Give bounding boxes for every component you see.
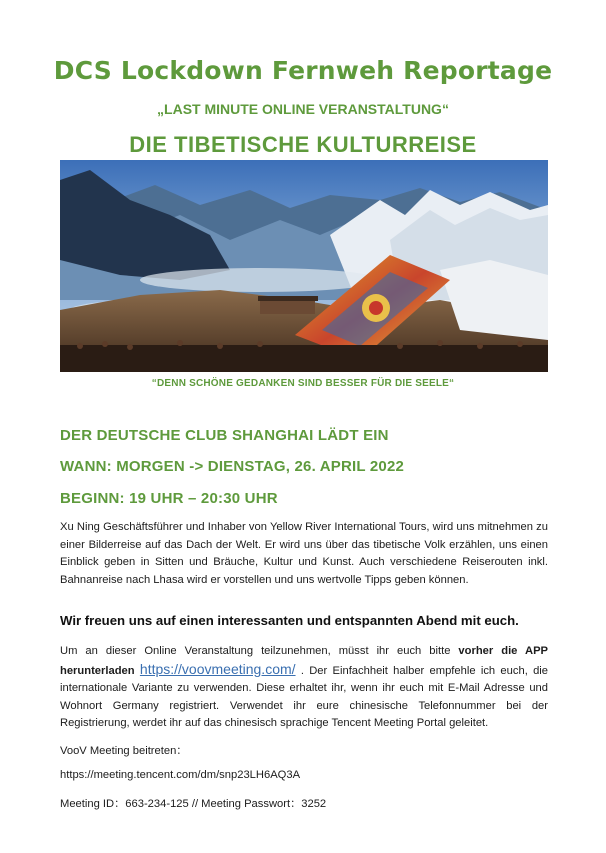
tibet-landscape-image bbox=[60, 160, 548, 372]
instructions-text: Um an dieser Online Veranstaltung teilzunehmen, müsst ihr euch bitte bbox=[60, 645, 459, 657]
intro-paragraph: Xu Ning Geschäftsführer und Inhaber von Yellow River International Tours, wird uns mitnehmen zu einer Bilderreise auf das Dach der Welt. Er wird uns über das tibetische Volk erzählen, uns einen Einblick geben in Sitten und Bräuche, Kultur und Kunst. Auch verschiedene Reiserouten inkl. Bahnanreise nach Lhasa wird er vorstellen und uns wertvolle Tipps geben können. bbox=[60, 521, 548, 586]
date-heading: WANN: MORGEN -> DIENSTAG, 26. APRIL 2022 bbox=[60, 458, 405, 475]
hero-image bbox=[60, 160, 548, 372]
image-caption: “DENN SCHÖNE GEDANKEN SIND BESSER FÜR DIE SEELE“ bbox=[151, 378, 455, 389]
meeting-credentials: Meeting ID：663-234-125 // Meeting Passwort：3252 bbox=[60, 798, 327, 810]
time-heading: BEGINN: 19 UHR – 20:30 UHR bbox=[60, 490, 278, 507]
meeting-url[interactable]: https://meeting.tencent.com/dm/snp23LH6AQ3A bbox=[60, 769, 301, 781]
invite-heading: DER DEUTSCHE CLUB SHANGHAI LÄDT EIN bbox=[60, 427, 389, 444]
instructions-paragraph bbox=[60, 643, 548, 733]
voov-download-link[interactable]: https://voovmeeting.com/ bbox=[139, 660, 296, 677]
headline: DIE TIBETISCHE KULTURREISE bbox=[129, 132, 477, 157]
subtitle: „LAST MINUTE ONLINE VERANSTALTUNG“ bbox=[157, 101, 449, 117]
join-label: VooV Meeting beitreten： bbox=[60, 745, 188, 757]
highlight-sentence: Wir freuen uns auf einen interessanten und entspannten Abend mit euch. bbox=[60, 613, 519, 628]
download-note: vorher die APP herunterladen bbox=[60, 645, 548, 677]
instructions-text-rest: . Der Einfachheit halber empfehle ich euch, die internationale Variante zu verwenden. Diese erhaltet ihr, wenn ihr euch mit E-Mail Adresse und Wohnort Germany registriert. Verwendet ihr eure chinesische Telefonnummer bei der Registrierung, werdet ihr auf das chinesisch sprachige Tencent Meeting Portal geleitet. bbox=[60, 664, 549, 729]
page-title: DCS Lockdown Fernweh Reportage bbox=[53, 56, 553, 85]
